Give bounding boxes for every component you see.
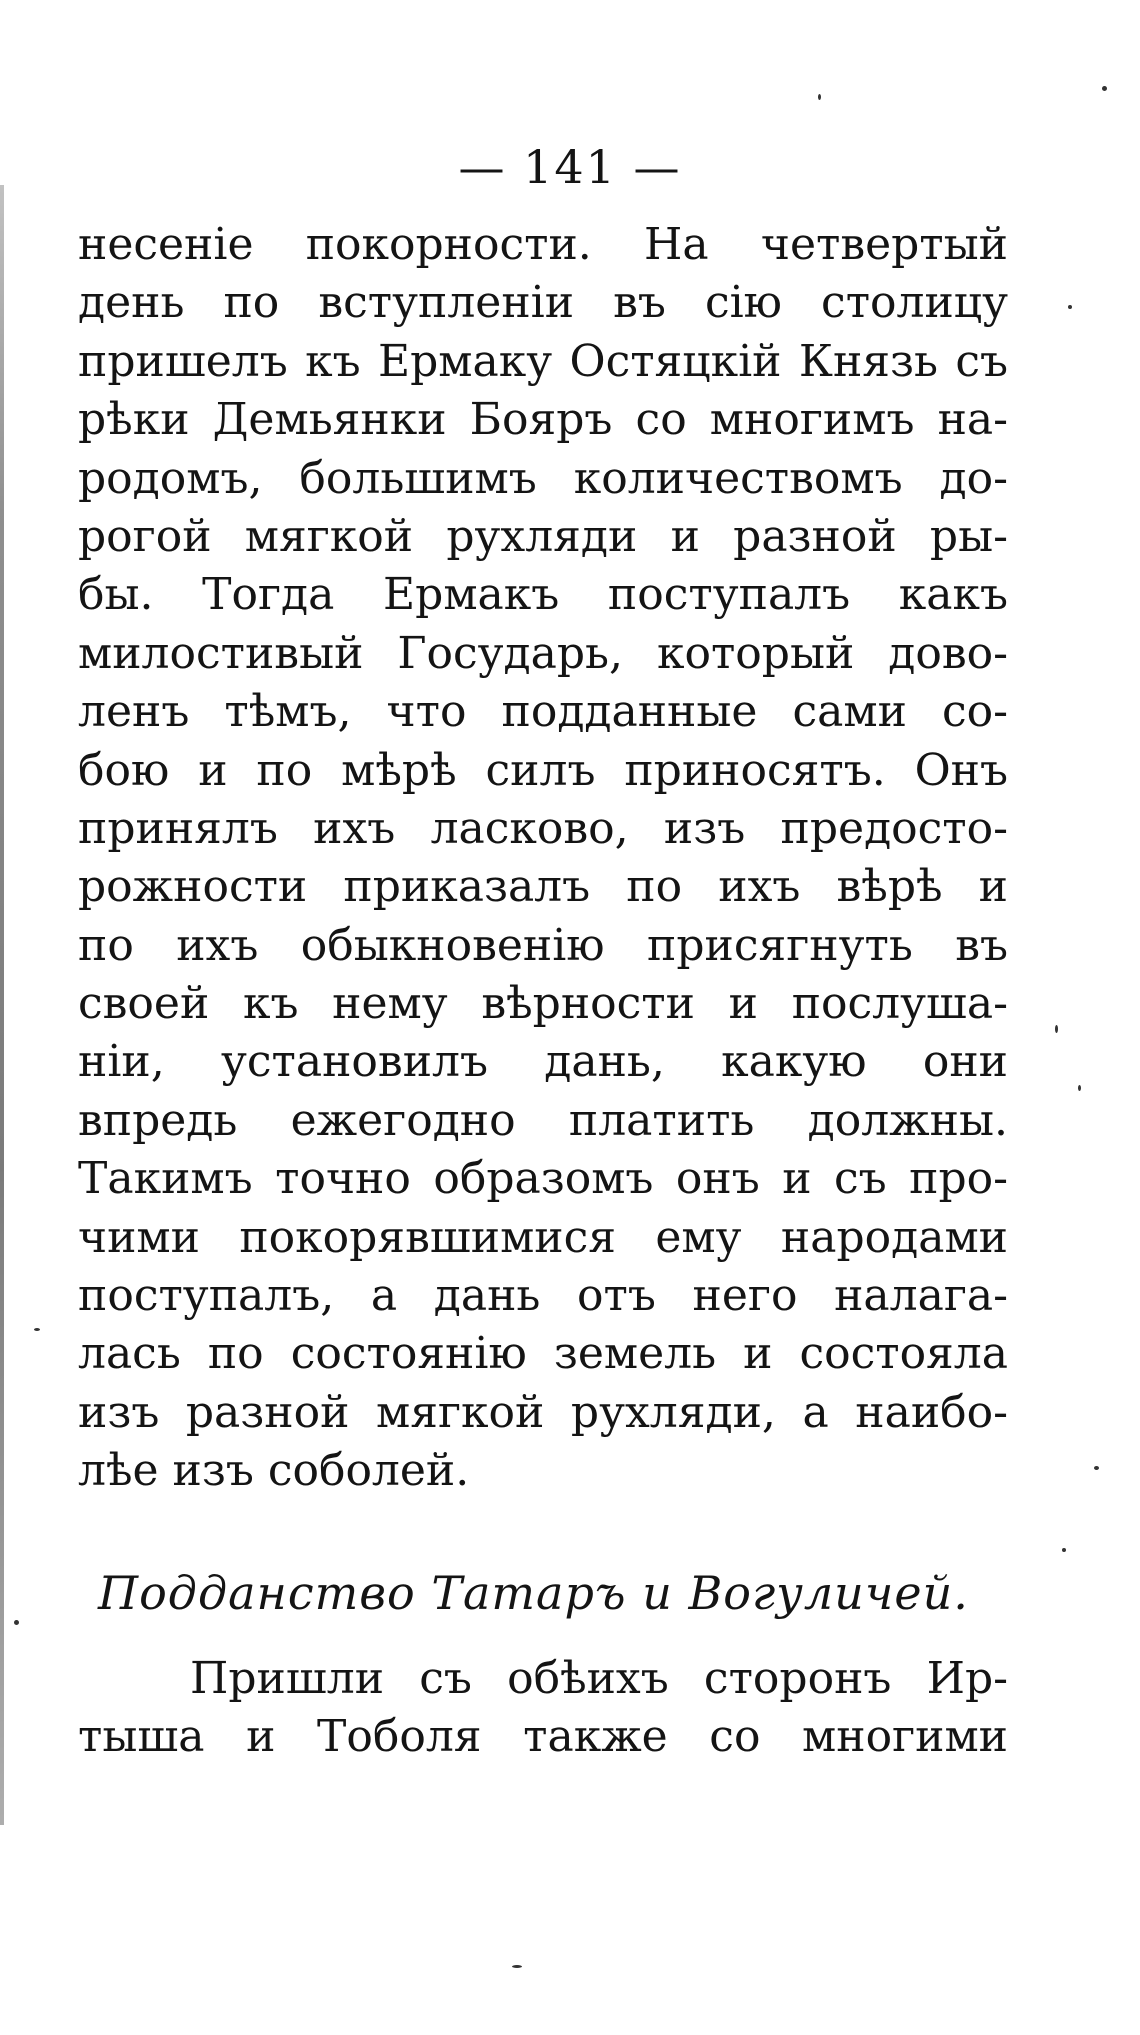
text-line: несенiе покорности. На четвертый (78, 219, 1008, 270)
paper-speck (818, 94, 821, 100)
text-line: принялъ ихъ ласково, изъ предосто- (78, 802, 1008, 854)
text-line: ленъ тѣмъ, что подданные сами со- (78, 686, 1008, 738)
text-line: рѣки Демьянки Бояръ со многимъ на- (78, 394, 1008, 446)
paper-speck (1102, 86, 1107, 91)
text-line: нiи, установилъ дань, какую они (78, 1036, 1008, 1088)
text-line-indented: Пришли съ обѣихъ сторонъ Ир- (190, 1653, 1008, 1704)
paper-speck (1062, 1548, 1066, 1552)
section-heading: Подданство Татаръ и Вогуличей. (98, 1566, 969, 1620)
text-line: рогой мягкой рухляди и разной ры- (78, 510, 1008, 562)
binding-edge (0, 185, 4, 1825)
text-line: рожности приказалъ по ихъ вѣрѣ и (78, 861, 1008, 913)
text-line: тыша и Тоболя также со многими (78, 1711, 1008, 1763)
text-line: родомъ, большимъ количествомъ до- (78, 452, 1008, 504)
text-line: Такимъ точно образомъ онъ и съ про- (78, 1153, 1008, 1205)
paper-speck (512, 1965, 522, 1968)
text-line: бы. Тогда Ермакъ поступалъ какъ (78, 569, 1008, 621)
paper-speck (1055, 1025, 1058, 1033)
text-line-last: лѣе изъ соболей. (78, 1445, 470, 1497)
page-number: — 141 — (458, 140, 682, 194)
text-line: поступалъ, а дань отъ него налага- (78, 1270, 1008, 1322)
text-line: впредь ежегодно платить должны. (78, 1094, 1008, 1146)
paper-speck (1094, 1466, 1099, 1470)
paper-speck (14, 1620, 19, 1625)
paper-speck (1068, 305, 1072, 309)
body-paragraph (78, 216, 1008, 1501)
text-line: по ихъ обыкновенiю присягнуть въ (78, 919, 1008, 971)
text-line: чими покорявшимися ему народами (78, 1211, 1008, 1263)
paper-speck (1078, 1085, 1081, 1091)
text-line: пришелъ къ Ермаку Остяцкiй Князь съ (78, 335, 1008, 387)
text-line: своей къ нему вѣрности и послуша- (78, 978, 1008, 1030)
text-line: милостивый Государь, который дово- (78, 627, 1008, 679)
text-line: лась по состоянiю земель и состояла (78, 1328, 1008, 1380)
text-line: день по вступленiи въ сiю столицу (78, 277, 1008, 329)
section-paragraph (78, 1650, 1008, 1767)
text-line: бою и по мѣрѣ силъ приносятъ. Онъ (78, 744, 1008, 796)
paper-speck (34, 1328, 40, 1331)
text-line: изъ разной мягкой рухляди, а наибо- (78, 1386, 1008, 1438)
